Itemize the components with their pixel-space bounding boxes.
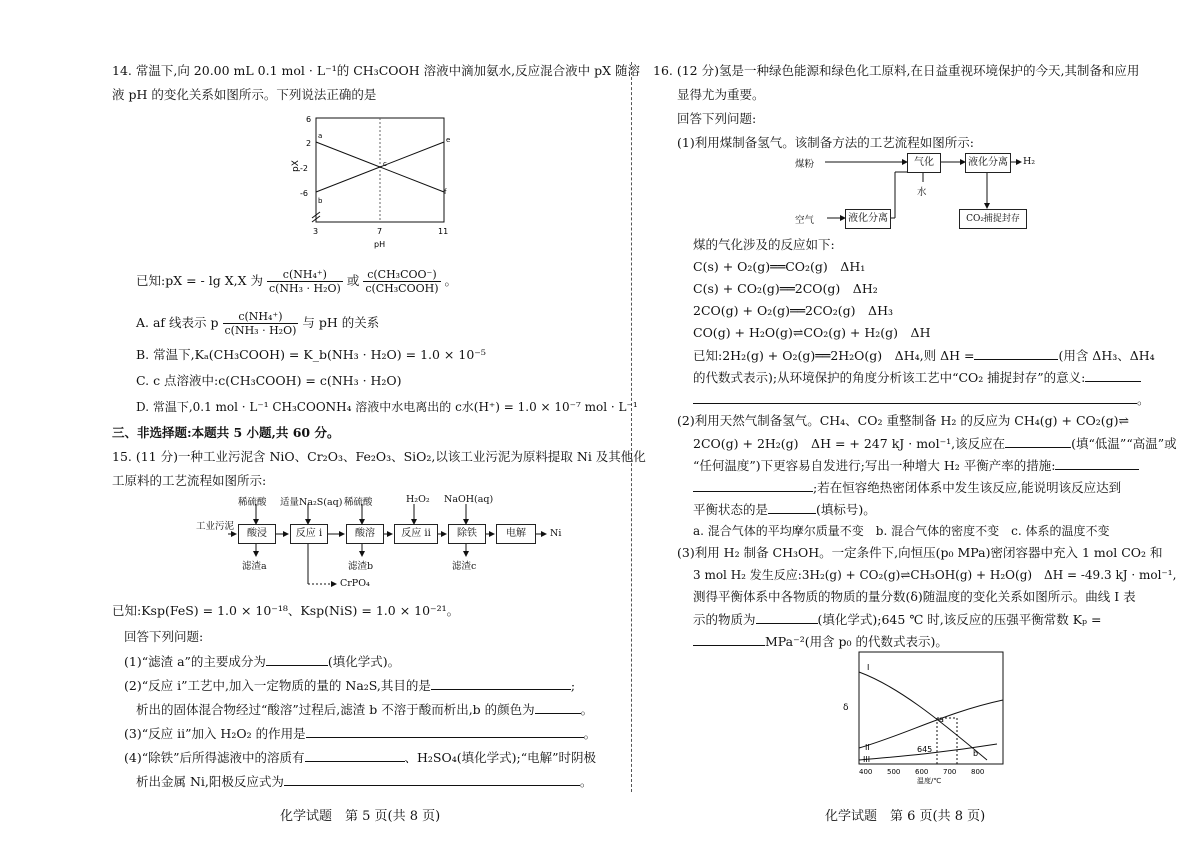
residue-label: 滤渣c xyxy=(452,561,477,572)
q16-known-line2: 的代数式表示);从环境保护的角度分析该工艺中“CO₂ 捕捉封存”的意义: xyxy=(693,368,1141,387)
co2-capture-box: CO₂捕捉封存 xyxy=(959,209,1027,229)
answer-blank[interactable] xyxy=(306,724,584,738)
point-label: e xyxy=(446,136,451,144)
step-acid-dissolve: 酸溶 xyxy=(346,524,384,544)
reagent-label: 适量Na₂S(aq) xyxy=(280,497,343,508)
q16-known-line3: 。 xyxy=(693,390,1150,409)
point-label: b xyxy=(318,197,323,205)
q15-part1: (1)“滤渣 a”的主要成分为 (填化学式)。 xyxy=(124,654,401,669)
answer-blank[interactable] xyxy=(768,500,816,514)
q16-mole-fraction-chart xyxy=(837,648,1007,784)
q14-option-a: A. af 线表示 p $\frac{\text{c(NH₄⁺)}}{\text{c(NH₃ · H₂O)}}$ 与 pH 的关系 xyxy=(136,310,380,337)
reagent-label: NaOH(aq) xyxy=(444,494,494,505)
answer-blank[interactable] xyxy=(305,748,405,762)
reactions-title: 煤的气化涉及的反应如下: xyxy=(693,237,835,252)
answer-blank[interactable] xyxy=(693,478,813,492)
curve-II xyxy=(859,700,1003,748)
known-prefix: 已知:pX = - lg X,X 为 xyxy=(136,273,263,288)
answer-blank[interactable] xyxy=(1055,456,1139,470)
ytick: -6 xyxy=(300,189,308,198)
xtick: 500 xyxy=(887,768,901,776)
q15-answer-prompt: 回答下列问题: xyxy=(124,629,204,644)
q14-option-c: C. c 点溶液中:c(CH₃COOH) = c(NH₃ · H₂O) xyxy=(136,373,402,388)
y-axis-label: δ xyxy=(843,703,849,713)
step-electrolysis: 电解 xyxy=(496,524,536,544)
xtick: 400 xyxy=(859,768,873,776)
curve-label: I xyxy=(867,663,870,672)
point-label: b xyxy=(973,749,979,758)
residue-label: 滤渣a xyxy=(242,561,267,572)
water-label: 水 xyxy=(917,187,927,198)
answer-blank[interactable] xyxy=(756,610,818,624)
residue-label: 滤渣b xyxy=(348,561,374,572)
q15-stem-line1: 15. (11 分)一种工业污泥含 NiO、Cr₂O₃、Fe₂O₃、SiO₂,以该工业污泥为原料提取 Ni 及其他化 xyxy=(112,449,646,464)
fraction: $\frac{\text{c(NH₄⁺)}}{\text{c(NH₃ · H₂O)}}$ xyxy=(268,268,341,295)
mark-label: 645 xyxy=(917,745,933,754)
liquefy-separate-box-2: 液化分离 xyxy=(845,209,891,229)
q14-px-ph-chart xyxy=(284,110,484,255)
q16-part3-line1: (3)利用 H₂ 制备 CH₃OH。一定条件下,向恒压(p₀ MPa)密闭容器中充入 1 mol CO₂ 和 xyxy=(677,545,1163,560)
point-label: f xyxy=(444,188,447,196)
q15-stem-line2: 工原料的工艺流程如图所示: xyxy=(112,473,267,488)
reaction-3: 2CO(g) + O₂(g)══2CO₂(g) ΔH₃ xyxy=(693,303,893,318)
gasify-box: 气化 xyxy=(907,153,941,173)
q16-part2-line2: 2CO(g) + 2H₂(g) ΔH = + 247 kJ · mol⁻¹,该反应在 (填“低温”“高温”或 xyxy=(693,436,1177,451)
answer-blank[interactable] xyxy=(693,390,1137,404)
xtick: 7 xyxy=(377,227,383,236)
section-3-heading: 三、非选择题:本题共 5 小题,共 60 分。 xyxy=(112,425,340,440)
fraction: $\frac{\text{c(NH₄⁺)}}{\text{c(NH₃ · H₂O)}}$ xyxy=(224,310,297,337)
q15-part3: (3)“反应 ii”加入 H₂O₂ 的作用是 。 xyxy=(124,726,597,741)
xtick: 800 xyxy=(971,768,985,776)
point-label: a xyxy=(939,715,944,724)
q16-part1: (1)利用煤制备氢气。该制备方法的工艺流程如图所示: xyxy=(677,135,974,150)
q16-part3-line2: 3 mol H₂ 发生反应:3H₂(g) + CO₂(g)⇌CH₃OH(g) + H₂O(g) ΔH = -49.3 kJ · mol⁻¹, xyxy=(693,568,1177,582)
q16-part3-line3: 测得平衡体系中各物质的物质的量分数(δ)随温度的变化关系如图所示。曲线 I 表 xyxy=(693,589,1136,604)
side-product-label: CrPO₄ xyxy=(340,578,370,589)
xtick: 11 xyxy=(438,227,449,236)
q15-part2b: 析出的固体混合物经过“酸溶”过程后,滤渣 b 不溶于酸而析出,b 的颜色为 。 xyxy=(136,702,594,717)
page-footer: 化学试题 第 6 页(共 8 页) xyxy=(825,809,986,824)
reagent-label: 稀硫酸 xyxy=(344,497,373,508)
q15-part4b: 析出金属 Ni,阳极反应式为 。 xyxy=(136,774,593,789)
answer-blank[interactable] xyxy=(284,772,580,786)
step-reaction-ii: 反应 ii xyxy=(394,524,438,544)
q16-coal-flow-diagram xyxy=(795,152,1035,232)
left-page xyxy=(112,0,646,868)
product-label: Ni xyxy=(550,528,562,539)
q16-part3-line4: 示的物质为 (填化学式);645 ℃ 时,该反应的压强平衡常数 Kₚ = xyxy=(693,612,1102,627)
q15-known: 已知:Ksp(FeS) = 1.0 × 10⁻¹⁸、Ksp(NiS) = 1.0 × 10⁻²¹。 xyxy=(112,603,460,618)
q15-flow-diagram xyxy=(196,494,576,594)
answer-blank[interactable] xyxy=(693,632,765,646)
q16-part2-line3: “任何温度”)下更容易自发进行;写出一种增大 H₂ 平衡产率的措施: xyxy=(693,456,1139,475)
point-label: a xyxy=(318,132,323,140)
ytick: 2 xyxy=(306,139,312,148)
q14-known: 已知:pX = - lg X,X 为 $\frac{\text{c(NH₄⁺)}}{\text{c(NH₃ · H₂O)}}$ 或 $\frac{\text{c(CH₃COO⁻)}}{\text{c(CH₃COOH)}}$ 。 xyxy=(136,268,458,295)
feed-label: 工业污泥 xyxy=(196,521,235,532)
curve-label: III xyxy=(863,755,871,764)
y-axis-label: pX xyxy=(291,160,301,172)
x-axis-label: pH xyxy=(374,240,386,249)
reaction-1: C(s) + O₂(g)══CO₂(g) ΔH₁ xyxy=(693,259,866,274)
q15-part2a: (2)“反应 i”工艺中,加入一定物质的量的 Na₂S,其目的是 ; xyxy=(124,678,576,693)
ytick: 6 xyxy=(306,115,312,124)
step-remove-iron: 除铁 xyxy=(448,524,486,544)
q14-option-b: B. 常温下,Kₐ(CH₃COOH) = K_b(NH₃ · H₂O) = 1.0 × 10⁻⁵ xyxy=(136,347,486,362)
reaction-4: CO(g) + H₂O(g)⇌CO₂(g) + H₂(g) ΔH xyxy=(693,325,931,340)
known-or: 或 xyxy=(346,273,360,288)
h2-label: H₂ xyxy=(1023,156,1036,167)
reagent-label: 稀硫酸 xyxy=(238,497,267,508)
coal-label: 煤粉 xyxy=(795,159,815,170)
curve-label: II xyxy=(865,743,870,752)
page-divider xyxy=(631,62,632,792)
q16-answer-prompt: 回答下列问题: xyxy=(677,111,757,126)
step-reaction-i: 反应 i xyxy=(290,524,328,544)
reaction-2: C(s) + CO₂(g)══2CO(g) ΔH₂ xyxy=(693,281,878,296)
liquefy-separate-box: 液化分离 xyxy=(965,153,1011,173)
q16-part2-line1: (2)利用天然气制备氢气。CH₄、CO₂ 重整制备 H₂ 的反应为 CH₄(g) + CO₂(g)⇌ xyxy=(677,413,1130,428)
answer-blank[interactable] xyxy=(266,652,328,666)
right-page xyxy=(653,0,1177,868)
reagent-label: H₂O₂ xyxy=(406,494,430,505)
q16-part2-line4: ;若在恒容绝热密闭体系中发生该反应,能说明该反应达到 xyxy=(693,478,1121,497)
q15-part4a: (4)“除铁”后所得滤液中的溶质有 、H₂SO₄(填化学式);“电解”时阴极 xyxy=(124,750,596,765)
q16-part2-options: a. 混合气体的平均摩尔质量不变 b. 混合气体的密度不变 c. 体系的温度不变 xyxy=(693,524,1110,538)
xtick: 700 xyxy=(943,768,957,776)
answer-blank[interactable] xyxy=(1085,368,1141,382)
answer-blank[interactable] xyxy=(535,700,581,714)
q16-part3-line5: MPa⁻²(用含 p₀ 的代数式表示)。 xyxy=(693,632,948,651)
q14-stem-line1: 14. 常温下,向 20.00 mL 0.1 mol · L⁻¹的 CH₃COOH 溶液中滴加氨水,反应混合液中 pX 随溶 xyxy=(112,63,640,78)
q14-stem-line2: 液 pH 的变化关系如图所示。下列说法正确的是 xyxy=(112,87,377,102)
q16-known-line1: 已知:2H₂(g) + O₂(g)══2H₂O(g) ΔH₄,则 ΔH = (用含 ΔH₃、ΔH₄ xyxy=(693,348,1155,363)
xtick: 3 xyxy=(313,227,319,236)
q16-stem-line1: 16. (12 分)氢是一种绿色能源和绿色化工原料,在日益重视环境保护的今天,其制备和应用 xyxy=(653,63,1140,78)
q14-option-d: D. 常温下,0.1 mol · L⁻¹ CH₃COONH₄ 溶液中水电离出的 c水(H⁺) = 1.0 × 10⁻⁷ mol · L⁻¹ xyxy=(136,400,638,414)
answer-blank[interactable] xyxy=(431,676,571,690)
air-label: 空气 xyxy=(795,215,815,226)
fraction: $\frac{\text{c(CH₃COO⁻)}}{\text{c(CH₃COOH)}}$ xyxy=(365,268,439,295)
point-label: c xyxy=(383,160,387,168)
answer-blank[interactable] xyxy=(1005,434,1071,448)
page-footer: 化学试题 第 5 页(共 8 页) xyxy=(280,809,441,824)
step-acid-leach: 酸浸 xyxy=(238,524,276,544)
q16-part2-line5: 平衡状态的是 (填标号)。 xyxy=(693,502,876,517)
q16-stem-line2: 显得尤为重要。 xyxy=(677,87,765,102)
xtick: 600 xyxy=(915,768,929,776)
answer-blank[interactable] xyxy=(974,346,1058,360)
x-axis-label: 温度/℃ xyxy=(917,777,942,784)
ytick: -2 xyxy=(300,164,308,173)
